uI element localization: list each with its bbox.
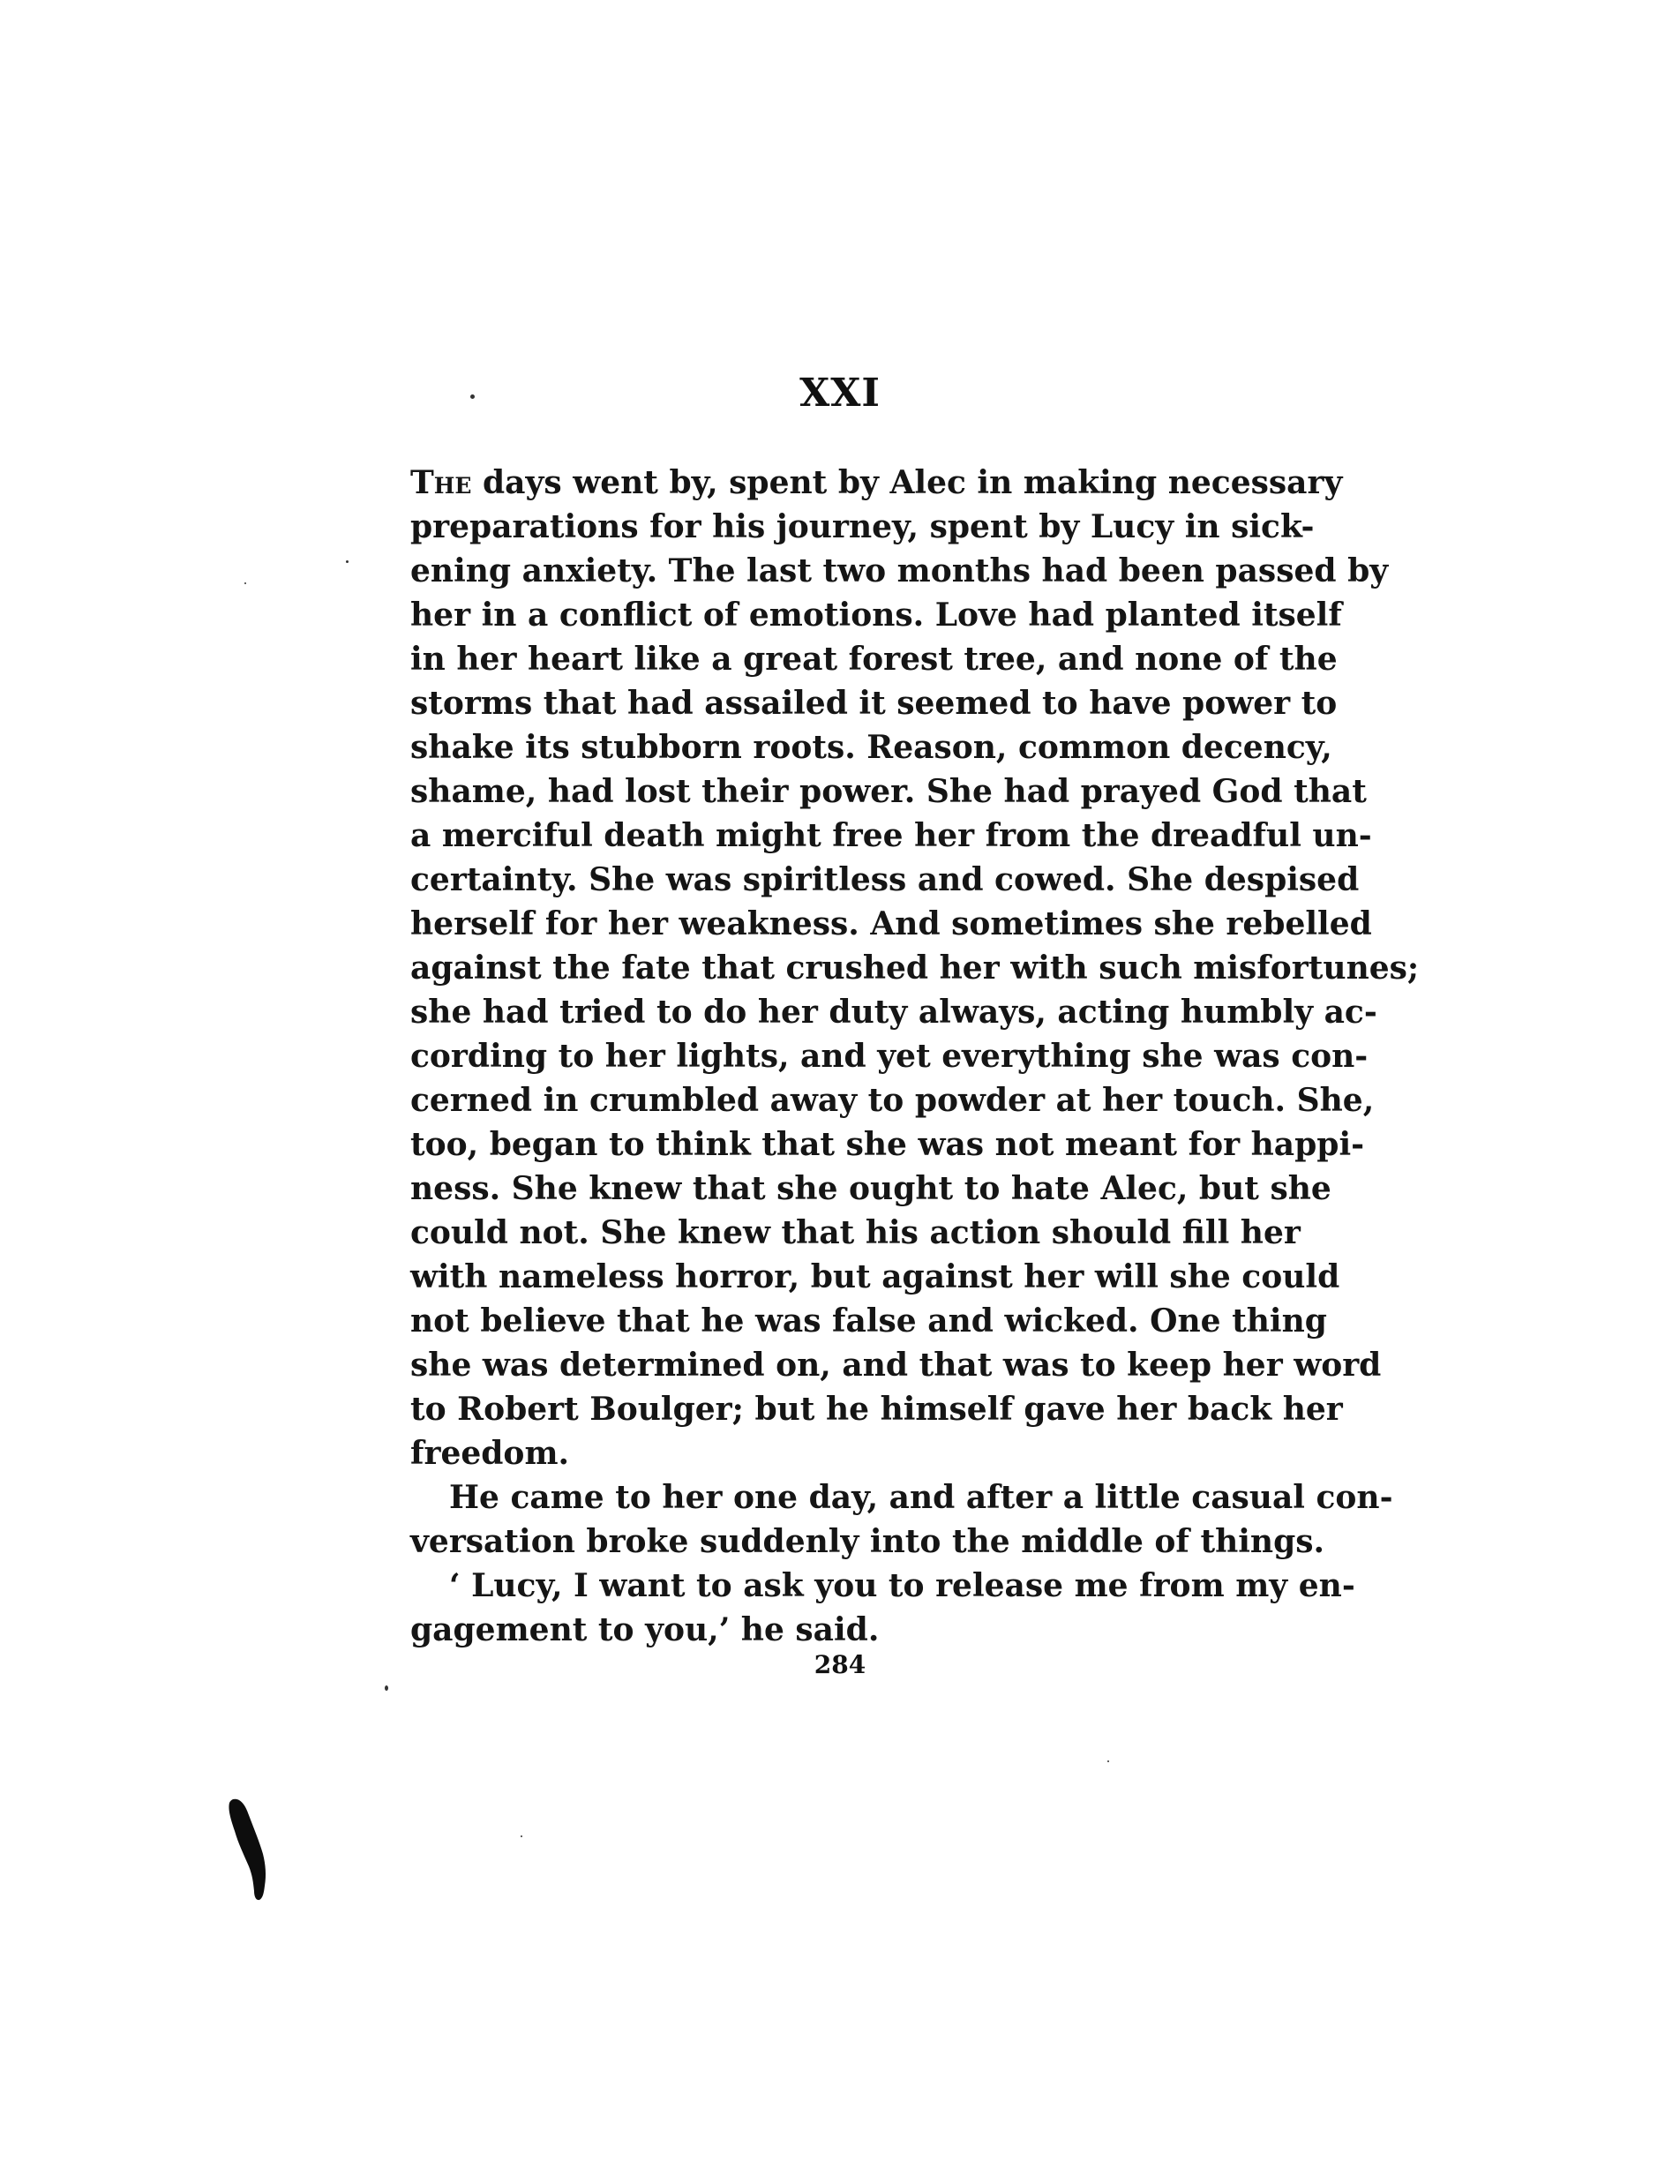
text-line: to Robert Boulger; but he himself gave her back her [410,1391,1343,1428]
text-line: she had tried to do her duty always, acting humbly ac- [410,994,1377,1031]
scan-smudge [228,1796,270,1902]
scan-speck [521,1835,522,1837]
text-line: shame, had lost their power. She had prayed God that [410,773,1367,810]
text-line: ness. She knew that she ought to hate Alec, but she [410,1170,1331,1207]
text-line: not believe that he was false and wicked. One thing [410,1302,1327,1340]
scan-speck [470,394,475,399]
scan-speck [385,1685,388,1691]
text-line: gagement to you,’ he said. [410,1611,880,1648]
page-number: 284 [814,1650,866,1679]
text-line: freedom. [410,1435,570,1472]
text-line-content: days went by, spent by Alec in making necessary [471,464,1343,501]
text-line [410,461,1343,505]
scan-speck [1107,1760,1109,1762]
text-line: she was determined on, and that was to keep her word [410,1347,1382,1384]
text-line: a merciful death might free her from the dreadful un- [410,817,1372,854]
text-line: shake its stubborn roots. Reason, common decency, [410,729,1332,766]
opening-word: The [410,464,472,501]
body-text [410,461,1420,1652]
text-line: storms that had assailed it seemed to have power to [410,685,1338,722]
scan-speck [244,582,246,584]
text-line: her in a conflict of emotions. Love had planted itself [410,597,1342,634]
text-line: too, began to think that she was not meant for happi- [410,1126,1365,1163]
text-line: ‘ Lucy, I want to ask you to release me from my en- [449,1567,1355,1604]
text-line: preparations for his journey, spent by Lucy in sick- [410,508,1315,545]
text-line: cording to her lights, and yet everything she was con- [410,1038,1369,1075]
text-line: ening anxiety. The last two months had been passed by [410,552,1389,589]
text-line: cerned in crumbled away to powder at her touch. She, [410,1082,1375,1119]
text-line: He came to her one day, and after a little casual con- [449,1479,1393,1516]
text-line: versation broke suddenly into the middle of things. [410,1523,1325,1560]
text-line: with nameless horror, but against her will she could [410,1258,1340,1295]
text-line: herself for her weakness. And sometimes she rebelled [410,905,1372,942]
text-line: could not. She knew that his action should fill her [410,1214,1301,1251]
scan-speck [346,560,349,563]
text-line: certainty. She was spiritless and cowed. She despised [410,861,1360,898]
text-line: against the fate that crushed her with such misfortunes; [410,949,1420,987]
chapter-heading: XXI [799,371,881,416]
text-line: in her heart like a great forest tree, and none of the [410,641,1338,678]
